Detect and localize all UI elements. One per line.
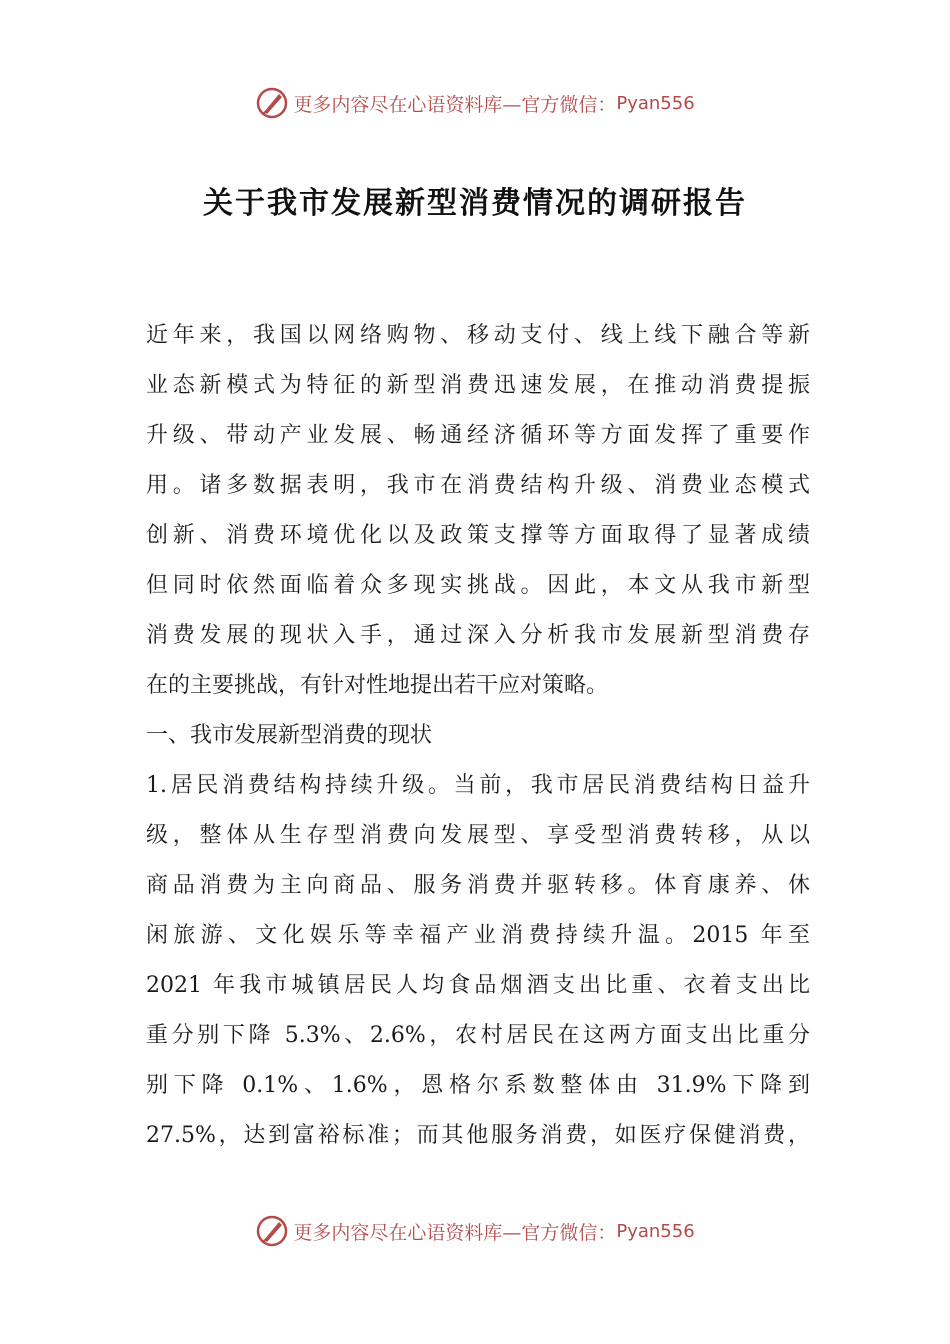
quill-pen-logo-icon <box>255 86 289 120</box>
body-line: 业态新模式为特征的新型消费迅速发展，在推动消费提振 <box>146 373 810 398</box>
document-body <box>146 311 810 1161</box>
banner-text: 更多内容尽在心语资料库—官方微信： <box>293 93 617 116</box>
banner-text: 更多内容尽在心语资料库—官方微信： <box>293 1221 617 1244</box>
body-line: 别下降 0.1%、1.6%，恩格尔系数整体由 31.9%下降到 <box>146 1073 810 1098</box>
body-line: 但同时依然面临着众多现实挑战。因此，本文从我市新型 <box>146 573 810 598</box>
body-line: 一、我市发展新型消费的现状 <box>146 723 433 748</box>
body-line: 27.5%，达到富裕标准；而其他服务消费，如医疗保健消费， <box>146 1123 810 1148</box>
body-line: 升级、带动产业发展、畅通经济循环等方面发挥了重要作 <box>146 423 810 448</box>
body-line: 创新、消费环境优化以及政策支撑等方面取得了显著成绩 <box>146 523 810 548</box>
body-line: 消费发展的现状入手，通过深入分析我市发展新型消费存 <box>146 623 810 648</box>
body-line: 用。诸多数据表明，我市在消费结构升级、消费业态模式 <box>146 473 810 498</box>
body-line: 2021 年我市城镇居民人均食品烟酒支出比重、衣着支出比 <box>146 973 810 998</box>
footer-banner <box>0 1214 950 1248</box>
body-line: 级，整体从生存型消费向发展型、享受型消费转移，从以 <box>146 823 810 848</box>
body-line: 闲旅游、文化娱乐等幸福产业消费持续升温。2015 年至 <box>146 923 810 948</box>
body-line: 1.居民消费结构持续升级。当前，我市居民消费结构日益升 <box>146 773 810 798</box>
body-line: 在的主要挑战，有针对性地提出若干应对策略。 <box>146 673 609 698</box>
header-banner <box>0 86 950 120</box>
banner-wechat-id: Pyan556 <box>616 1220 695 1242</box>
banner-wechat-id: Pyan556 <box>616 92 695 114</box>
body-line: 重分别下降 5.3%、2.6%，农村居民在这两方面支出比重分 <box>146 1023 810 1048</box>
document-title: 关于我市发展新型消费情况的调研报告 <box>203 186 747 221</box>
body-line: 商品消费为主向商品、服务消费并驱转移。体育康养、休 <box>146 873 810 898</box>
body-line: 近年来，我国以网络购物、移动支付、线上线下融合等新 <box>146 323 810 348</box>
quill-pen-logo-icon <box>255 1214 289 1248</box>
